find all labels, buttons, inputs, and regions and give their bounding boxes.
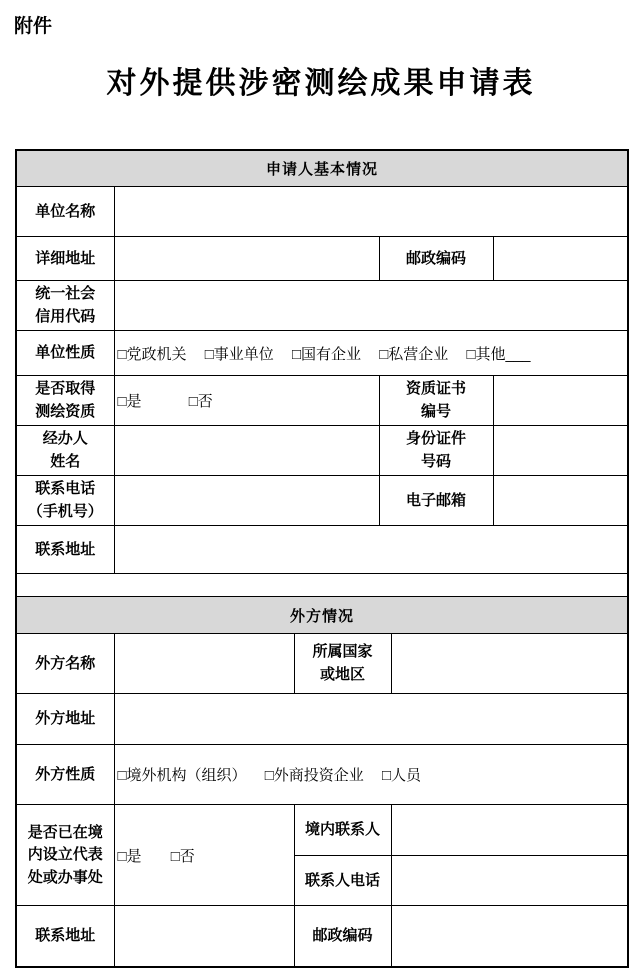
checkbox-option-rep-yes[interactable]: □是 — [117, 847, 142, 865]
unit-type-options-cell — [114, 331, 628, 376]
postal-code-label: 邮政编码 — [379, 237, 493, 281]
section-header-applicant: 申请人基本情况 — [16, 150, 628, 187]
qualification-label — [16, 376, 114, 426]
foreign-contact-address-input-cell[interactable] — [114, 906, 294, 967]
label-line: 联系电话 — [35, 480, 96, 498]
label-line: 统一社会 — [35, 285, 96, 303]
label-line: 测绘资质 — [35, 402, 96, 420]
label-line: 或地区 — [319, 665, 365, 683]
label-line: 是否已在境 — [27, 823, 103, 841]
checkbox-option-private[interactable]: □私营企业 — [379, 345, 449, 363]
foreign-postal-label: 邮政编码 — [294, 906, 391, 967]
label-line: 号码 — [420, 452, 451, 470]
email-input-cell[interactable] — [493, 476, 628, 526]
contact-phone-input-cell[interactable] — [391, 856, 628, 906]
foreign-name-input-cell[interactable] — [114, 634, 294, 694]
checkbox-option-party-gov[interactable]: □党政机关 — [117, 345, 187, 363]
checkbox-option-yes[interactable]: □是 — [117, 393, 142, 411]
postal-code-input-cell[interactable] — [493, 237, 628, 281]
cert-no-label — [379, 376, 493, 426]
checkbox-option-rep-no[interactable]: □否 — [170, 847, 195, 865]
checkbox-option-foreign-invested[interactable]: □外商投资企业 — [264, 767, 364, 785]
label-line: 资质证书 — [405, 380, 466, 398]
credit-code-input-cell[interactable] — [114, 281, 628, 331]
label-line: 内设立代表 — [27, 846, 103, 863]
foreign-address-input-cell[interactable] — [114, 694, 628, 745]
contact-phone-label: 联系人电话 — [294, 856, 391, 906]
foreign-type-options-cell — [114, 745, 628, 805]
checkbox-option-individual[interactable]: □人员 — [381, 767, 422, 785]
address-label: 详细地址 — [16, 237, 114, 281]
country-input-cell[interactable] — [391, 634, 628, 694]
foreign-name-label: 外方名称 — [16, 634, 114, 694]
foreign-postal-input-cell[interactable] — [391, 906, 628, 967]
checkbox-option-other[interactable]: □其他___ — [466, 345, 531, 363]
email-label: 电子邮箱 — [379, 476, 493, 526]
label-line: （手机号） — [27, 502, 103, 520]
label-line: 处或办事处 — [27, 868, 103, 886]
id-number-input-cell[interactable] — [493, 426, 628, 476]
domestic-contact-input-cell[interactable] — [391, 805, 628, 856]
label-line: 信用代码 — [35, 307, 96, 325]
label-line: 所属国家 — [312, 643, 373, 661]
foreign-type-label: 外方性质 — [16, 745, 114, 805]
page-title: 对外提供涉密测绘成果申请表 — [106, 66, 536, 100]
label-line: 姓名 — [50, 452, 81, 470]
checkbox-option-state-owned[interactable]: □国有企业 — [291, 345, 362, 363]
country-label — [294, 634, 391, 694]
contact-address-input-cell[interactable] — [114, 526, 628, 574]
phone-input-cell[interactable] — [114, 476, 379, 526]
attachment-label: 附件 — [14, 16, 53, 37]
rep-office-options-cell — [114, 805, 294, 906]
rep-office-label — [16, 805, 114, 906]
phone-label — [16, 476, 114, 526]
foreign-address-label: 外方地址 — [16, 694, 114, 745]
foreign-contact-address-label: 联系地址 — [16, 906, 114, 967]
unit-name-input-cell[interactable] — [114, 187, 628, 237]
label-line: 身份证件 — [405, 430, 466, 448]
handler-name-label — [16, 426, 114, 476]
contact-address-label: 联系地址 — [16, 526, 114, 574]
spacer-row-cell — [16, 574, 628, 597]
qualification-options-cell — [114, 376, 379, 426]
unit-name-label: 单位名称 — [16, 187, 114, 237]
credit-code-label — [16, 281, 114, 331]
checkbox-option-public-institution[interactable]: □事业单位 — [204, 345, 274, 363]
label-line: 经办人 — [42, 430, 88, 448]
domestic-contact-label: 境内联系人 — [294, 805, 391, 856]
handler-name-input-cell[interactable] — [114, 426, 379, 476]
application-form-table — [15, 149, 629, 968]
cert-no-input-cell[interactable] — [493, 376, 628, 426]
checkbox-option-no[interactable]: □否 — [188, 393, 213, 411]
checkbox-option-overseas-org[interactable]: □境外机构（组织） — [117, 767, 247, 785]
section-header-foreign: 外方情况 — [16, 597, 628, 634]
address-input-cell[interactable] — [114, 237, 379, 281]
label-line: 是否取得 — [35, 380, 96, 398]
unit-type-label: 单位性质 — [16, 331, 114, 376]
id-number-label — [379, 426, 493, 476]
label-line: 编号 — [420, 402, 451, 420]
